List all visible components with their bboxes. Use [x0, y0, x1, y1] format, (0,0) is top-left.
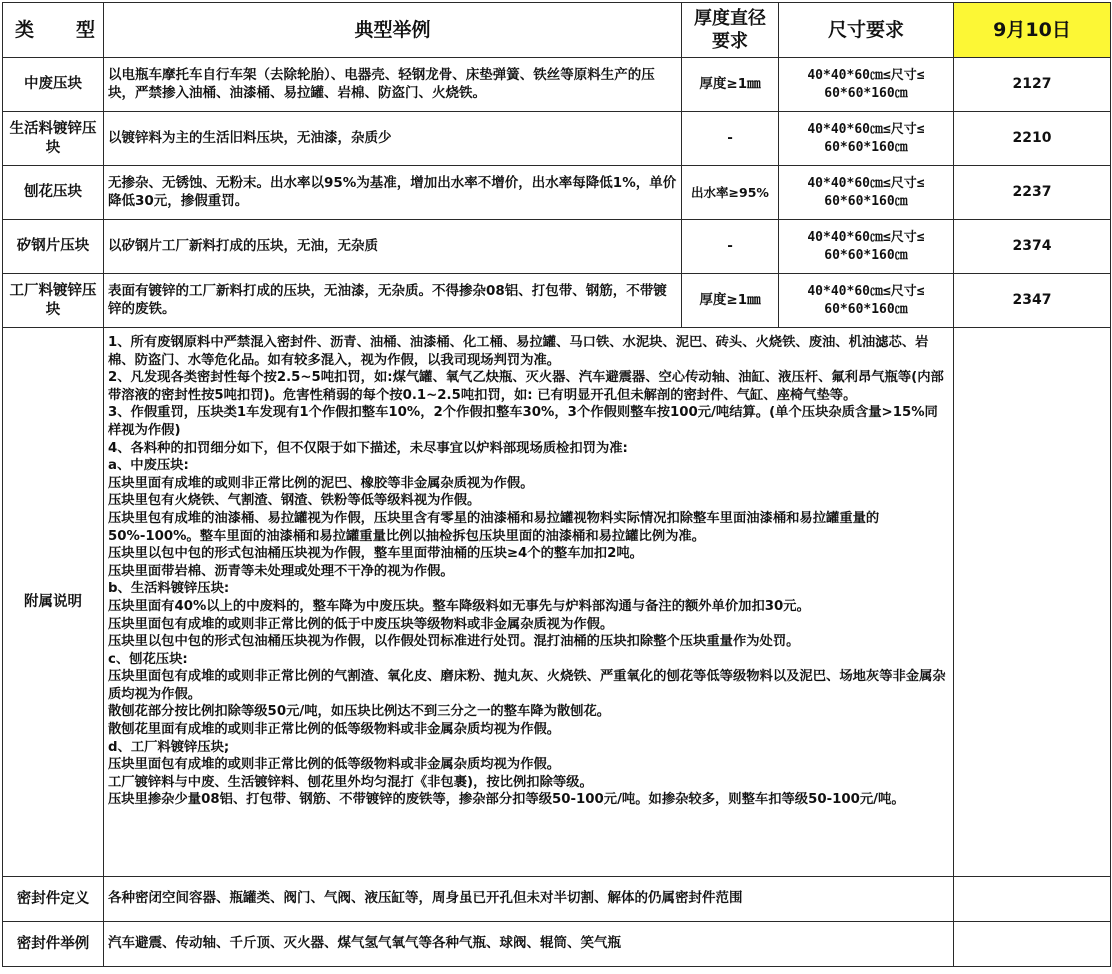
row-size: 40*40*60㎝≤尺寸≤ 60*60*160㎝ [779, 112, 954, 166]
notes-line: c、刨花压块: [108, 651, 188, 667]
table-row [3, 220, 1111, 274]
notes-line: 散刨花部分按比例扣除等级50元/吨，如压块比例达不到三分之一的整车降为散刨花。 [108, 704, 611, 720]
table-row [3, 166, 1111, 220]
price-table [2, 2, 1111, 967]
header-example: 典型举例 [104, 3, 682, 58]
row-thickness: - [682, 112, 779, 166]
notes-line: 压块里面包有成堆的或则非正常比例的低等级物料或非金属杂质均视为作假。 [108, 757, 561, 773]
notes-line: 压块里面有40%以上的中废料的，整车降为中废压块。整车降级料如无事先与炉料部沟通与备注的额外单价加扣30元。 [108, 598, 810, 614]
notes-line: 压块里以包中包的形式包油桶压块视为作假，整车里面带油桶的压块≥4个的整车加扣2吨。 [108, 546, 643, 562]
row-price: 2127 [954, 58, 1111, 112]
row-type: 刨花压块 [3, 166, 104, 220]
header-thickness: 厚度直径 要求 [682, 3, 779, 58]
row-example: 以电瓶车摩托车自行车架（去除轮胎）、电器壳、轻钢龙骨、床垫弹簧、铁丝等原料生产的压块，严禁掺入油桶、油漆桶、易拉罐、岩棉、防盗门、火烧铁。 [104, 58, 682, 112]
notes-line: 压块里以包中包的形式包油桶压块视为作假，以作假处罚标准进行处罚。混打油桶的压块扣除整个压块重量作为处罚。 [108, 634, 800, 650]
row-price: 2347 [954, 274, 1111, 328]
table-row [3, 274, 1111, 328]
seal-definition-row [3, 877, 1111, 922]
row-size: 40*40*60㎝≤尺寸≤ 60*60*160㎝ [779, 58, 954, 112]
seal-examples-empty [954, 922, 1111, 967]
row-size: 40*40*60㎝≤尺寸≤ 60*60*160㎝ [779, 220, 954, 274]
notes-row [3, 328, 1111, 877]
header-row [3, 3, 1111, 58]
notes-line: 压块里面包有成堆的或则非正常比例的低于中废压块等级物料或非金属杂质视为作假。 [108, 616, 614, 632]
table-row [3, 58, 1111, 112]
row-type: 矽钢片压块 [3, 220, 104, 274]
notes-line: 1、所有废钢原料中严禁混入密封件、沥青、油桶、油漆桶、化工桶、易拉罐、马口铁、水泥块、泥巴、砖头、火烧铁、废油、机油滤芯、岩棉、防盗门、水等危化品。如有较多混入，视为作假，以我司现场判罚为准。 [108, 335, 929, 368]
notes-line: 压块里包有火烧铁、气割渣、钢渣、铁粉等低等级料视为作假。 [108, 493, 481, 509]
row-size: 40*40*60㎝≤尺寸≤ 60*60*160㎝ [779, 274, 954, 328]
row-example: 无掺杂、无锈蚀、无粉末。出水率以95%为基准，增加出水率不增价，出水率每降低1%，单价降低30元，掺假重罚。 [104, 166, 682, 220]
row-thickness: 厚度≥1㎜ [682, 58, 779, 112]
notes-line: d、工厂料镀锌压块; [108, 739, 230, 755]
row-type: 生活料镀锌压块 [3, 112, 104, 166]
notes-line: 散刨花里面有成堆的或则非正常比例的低等级物料或非金属杂质均视为作假。 [108, 722, 561, 738]
row-thickness: - [682, 220, 779, 274]
notes-line: 压块里包有成堆的油漆桶、易拉罐视为作假，压块里含有零星的油漆桶和易拉罐视物料实际情况扣除整车里面油漆桶和易拉罐重量的50%-100%。整车里面的油漆桶和易拉罐重量比例以抽检拆包压块里面的油漆桶和易拉罐比例为准。 [108, 510, 880, 544]
seal-definition-text: 各种密闭空间容器、瓶罐类、阀门、气阀、液压缸等，周身虽已开孔但未对半切割、解体的仍属密封件范围 [104, 877, 954, 922]
header-type: 类 型 [3, 3, 104, 58]
row-example: 以镀锌料为主的生活旧料压块，无油漆，杂质少 [104, 112, 682, 166]
notes-line: 3、作假重罚，压块类1车发现有1个作假扣整车10%，2个作假扣整车30%，3个作假则整车按100元/吨结算。(单个压块杂质含量>15%同样视为作假) [108, 405, 938, 438]
notes-line: 压块里面包有成堆的或则非正常比例的气割渣、氧化皮、磨床粉、抛丸灰、火烧铁、严重氧化的刨花等低等级物料以及泥巴、场地灰等非金属杂质均视为作假。 [108, 669, 946, 702]
notes-body [104, 328, 954, 877]
row-price: 2374 [954, 220, 1111, 274]
seal-examples-text: 汽车避震、传动轴、千斤顶、灭火器、煤气氢气氧气等各种气瓶、球阀、辊筒、笑气瓶 [104, 922, 954, 967]
row-price: 2237 [954, 166, 1111, 220]
row-type: 中废压块 [3, 58, 104, 112]
notes-price-empty [954, 328, 1111, 877]
notes-line: b、生活料镀锌压块: [108, 581, 230, 597]
row-price: 2210 [954, 112, 1111, 166]
row-thickness: 厚度≥1㎜ [682, 274, 779, 328]
seal-examples-row [3, 922, 1111, 967]
notes-line: 工厂镀锌料与中废、生活镀锌料、刨花里外均匀混打《非包裹)，按比例扣除等级。 [108, 774, 593, 790]
seal-definition-empty [954, 877, 1111, 922]
seal-definition-label: 密封件定义 [3, 877, 104, 922]
row-type: 工厂料镀锌压块 [3, 274, 104, 328]
table-row [3, 112, 1111, 166]
seal-examples-label: 密封件举例 [3, 922, 104, 967]
header-date: 9月10日 [954, 3, 1111, 58]
header-size: 尺寸要求 [779, 3, 954, 58]
notes-label: 附属说明 [3, 328, 104, 877]
row-thickness: 出水率≥95% [682, 166, 779, 220]
notes-line: a、中废压块: [108, 458, 189, 474]
row-example: 以矽钢片工厂新料打成的压块，无油，无杂质 [104, 220, 682, 274]
notes-line: 2、凡发现各类密封性每个按2.5~5吨扣罚，如:煤气罐、氧气乙炔瓶、灭火器、汽车避震器、空心传动轴、油缸、液压杆、氟利昂气瓶等(内部带溶液的密封性按5吨扣罚)。危害性稍弱的每个按0.1~2.5吨扣罚，如: 已有明显开孔但未解剖的密封件、气缸、座椅气垫等。 [108, 370, 944, 403]
notes-line: 压块里面有成堆的或则非正常比例的泥巴、橡胶等非金属杂质视为作假。 [108, 475, 534, 491]
row-size: 40*40*60㎝≤尺寸≤ 60*60*160㎝ [779, 166, 954, 220]
notes-line: 压块里面带岩棉、沥青等未处理或处理不干净的视为作假。 [108, 563, 454, 579]
notes-line: 压块里掺杂少量08铝、打包带、钢筋、不带镀锌的废铁等，掺杂部分扣等级50-100元/吨。如掺杂较多，则整车扣等级50-100元/吨。 [108, 792, 905, 808]
row-example: 表面有镀锌的工厂新料打成的压块，无油漆，无杂质。不得掺杂08铝、打包带、钢筋，不带镀锌的废铁。 [104, 274, 682, 328]
notes-line: 4、各料种的扣罚细分如下，但不仅限于如下描述，未尽事宜以炉料部现场质检扣罚为准: [108, 440, 628, 456]
